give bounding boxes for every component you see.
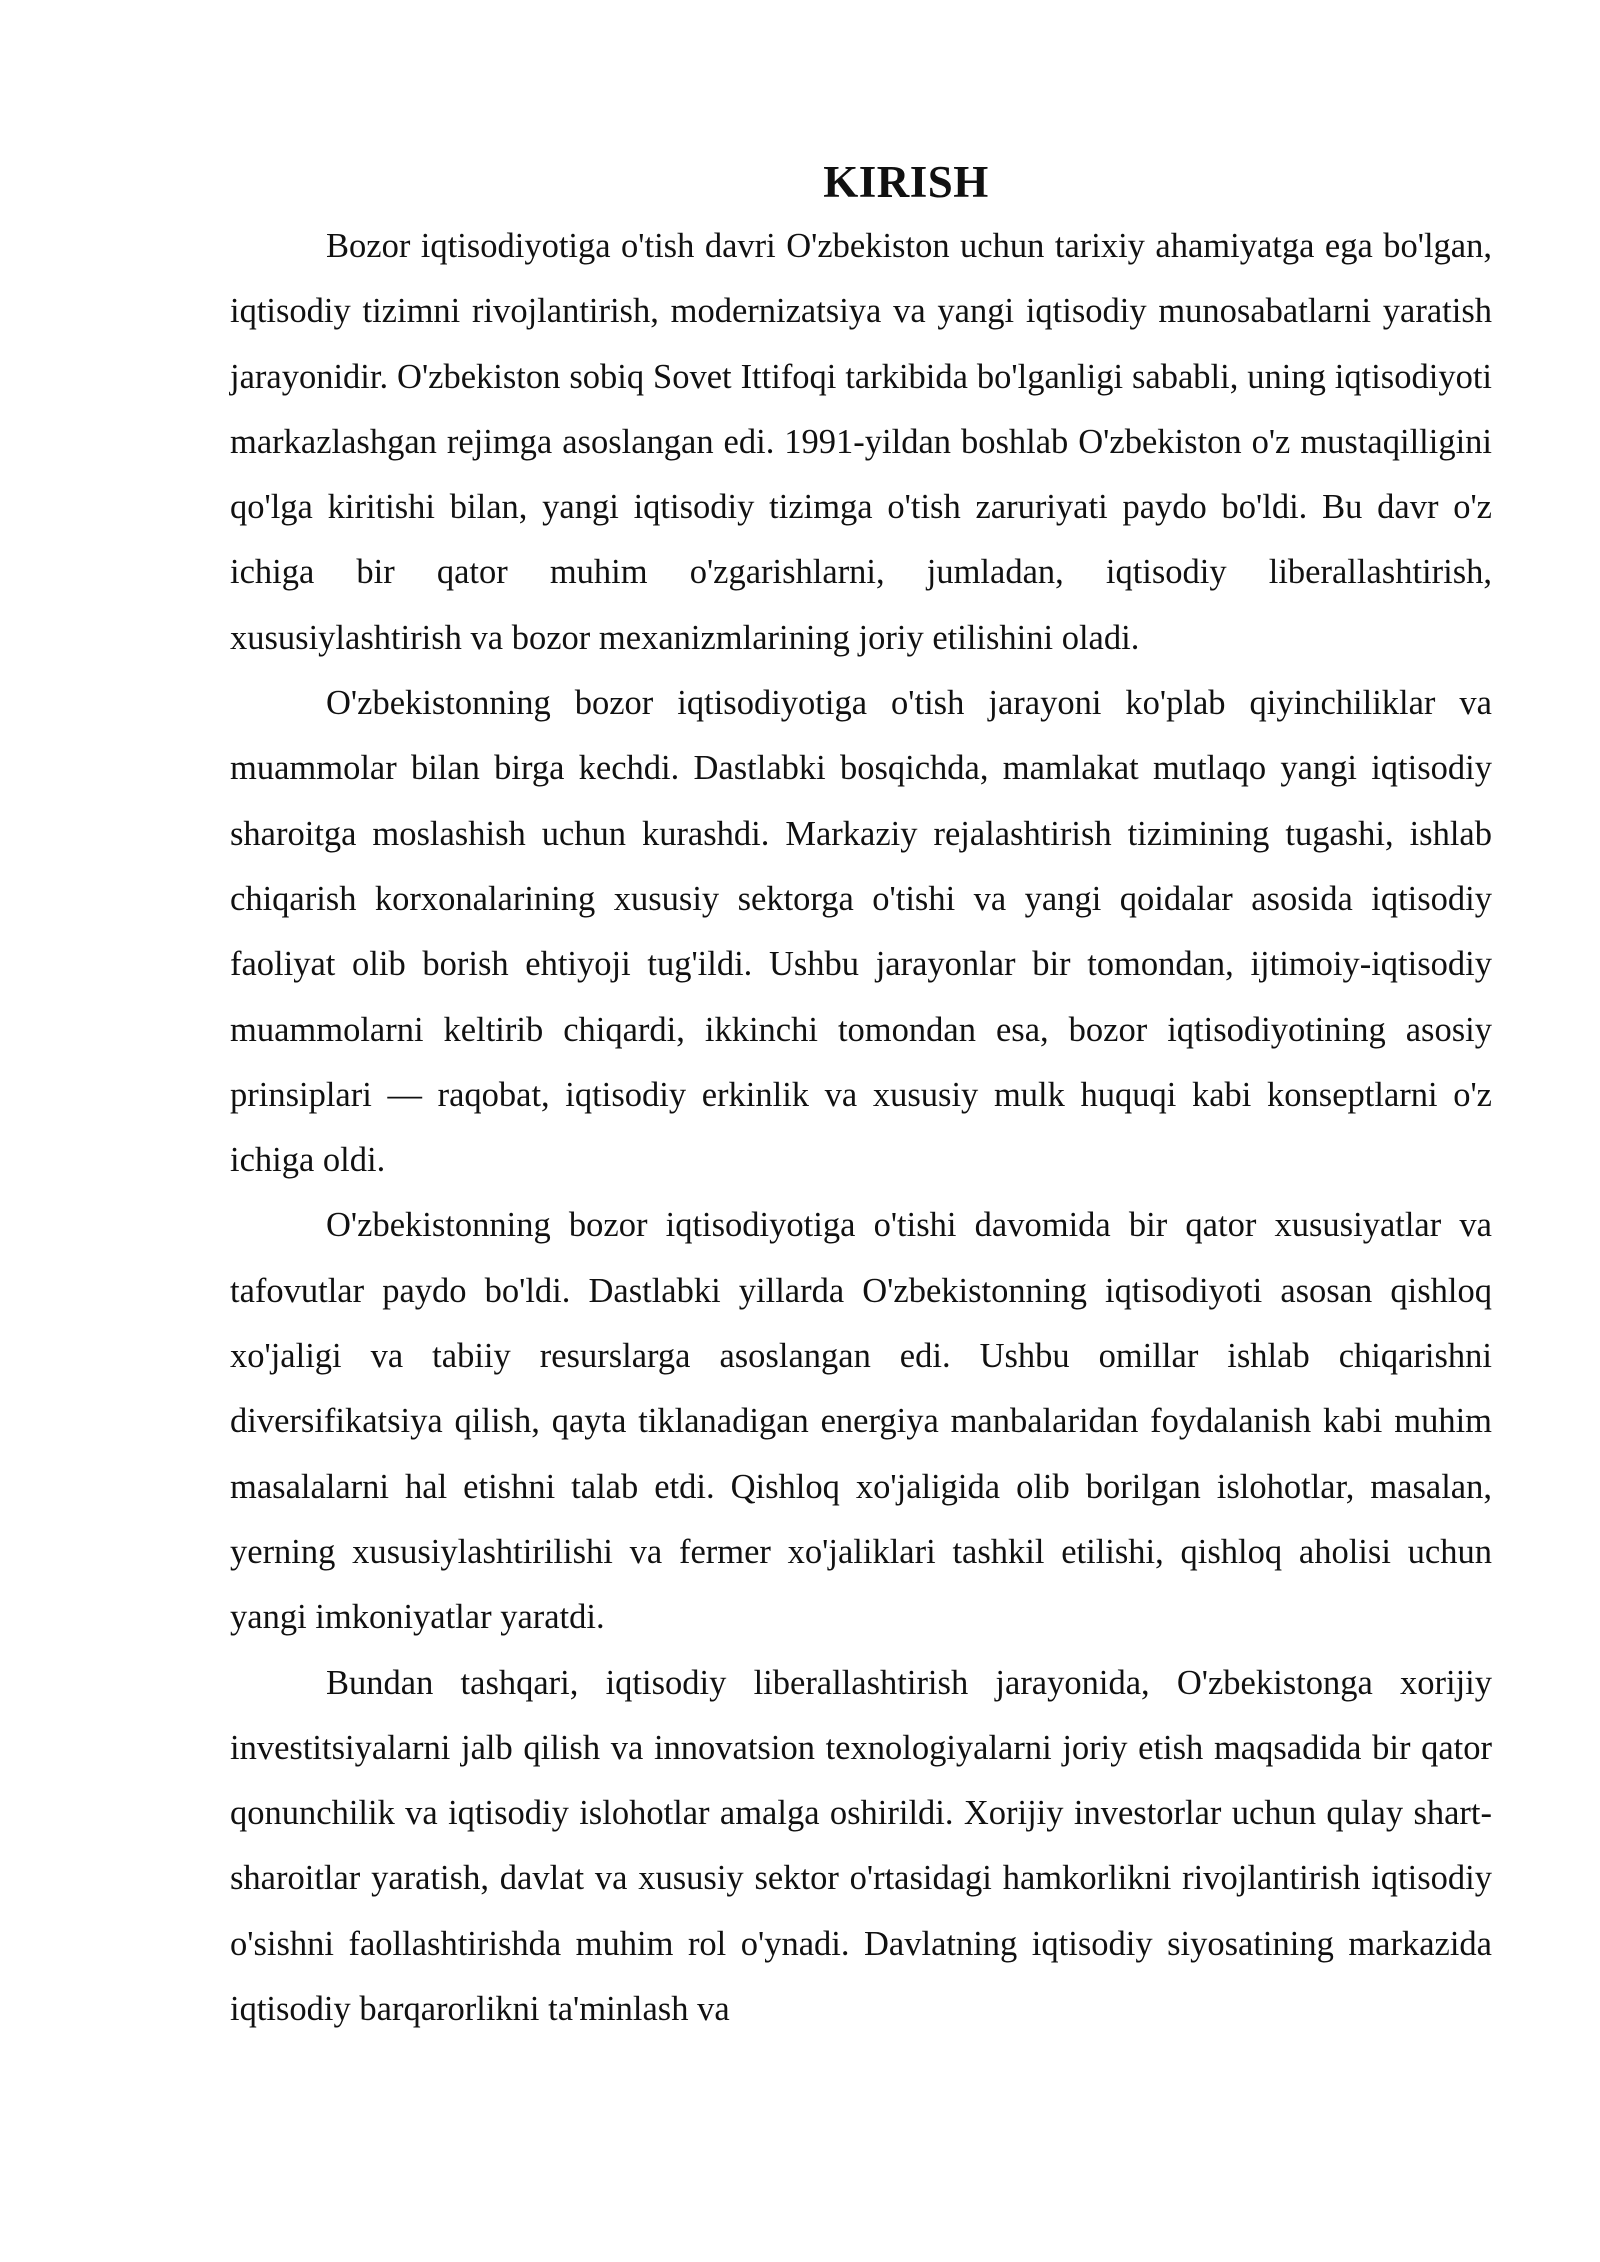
page-title: KIRISH (823, 157, 989, 207)
document-body (230, 148, 1492, 2042)
paragraph-3: O'zbekistonning bozor iqtisodiyotiga o'tishi davomida bir qator xususiyatlar va tafovutlar paydo bo'ldi. Dastlabki yillarda O'zbekistonning iqtisodiyoti asosan qishloq xo'jaligi va tabiiy resurslarga asoslangan edi. Ushbu omillar ishlab chiqarishni diversifikatsiya qilish, qayta tiklanadigan energiya manbalaridan foydalanish kabi muhim masalalarni hal etishni talab etdi. Qishloq xo'jaligida olib borilgan islohotlar, masalan, yerning xususiylashtirilishi va fermer xo'jaliklari tashkil etilishi, qishloq aholisi uchun yangi imkoniyatlar yaratdi. (230, 1206, 1492, 1637)
paragraph-4: Bundan tashqari, iqtisodiy liberallashtirish jarayonida, O'zbekistonga xorijiy investitsiyalarni jalb qilish va innovatsion texnologiyalarni joriy etish maqsadida bir qator qonunchilik va iqtisodiy islohotlar amalga oshirildi. Xorijiy investorlar uchun qulay shart-sharoitlar yaratish, davlat va xususiy sektor o'rtasidagi hamkorlikni rivojlantirish iqtisodiy o'sishni faollashtirishda muhim rol o'ynadi. Davlatning iqtisodiy siyosatining markazida iqtisodiy barqarorlikni ta'minlash va (230, 1663, 1492, 2029)
paragraph-2: O'zbekistonning bozor iqtisodiyotiga o'tish jarayoni ko'plab qiyinchiliklar va muammolar bilan birga kechdi. Dastlabki bosqichda, mamlakat mutlaqo yangi iqtisodiy sharoitga moslashish uchun kurashdi. Markaziy rejalashtirish tizimining tugashi, ishlab chiqarish korxonalarining xususiy sektorga o'tishi va yangi qoidalar asosida iqtisodiy faoliyat olib borish ehtiyoji tug'ildi. Ushbu jarayonlar bir tomondan, ijtimoiy-iqtisodiy muammolarni keltirib chiqardi, ikkinchi tomondan esa, bozor iqtisodiyotining asosiy prinsiplari — raqobat, iqtisodiy erkinlik va xususiy mulk huquqi kabi konseptlarni o'z ichiga oldi. (230, 684, 1492, 1180)
paragraph-1: Bozor iqtisodiyotiga o'tish davri O'zbekiston uchun tarixiy ahamiyatga ega bo'lgan, iqtisodiy tizimni rivojlantirish, modernizatsiya va yangi iqtisodiy munosabatlarni yaratish jarayonidir. O'zbekiston sobiq Sovet Ittifoqi tarkibida bo'lganligi sababli, uning iqtisodiyoti markazlashgan rejimga asoslangan edi. 1991-yildan boshlab O'zbekiston o'z mustaqilligini qo'lga kiritishi bilan, yangi iqtisodiy tizimga o'tish zaruriyati paydo bo'ldi. Bu davr o'z ichiga bir qator muhim o'zgarishlarni, jumladan, iqtisodiy liberallashtirish, xususiylashtirish va bozor mexanizmlarining joriy etilishini oladi. (230, 227, 1492, 657)
